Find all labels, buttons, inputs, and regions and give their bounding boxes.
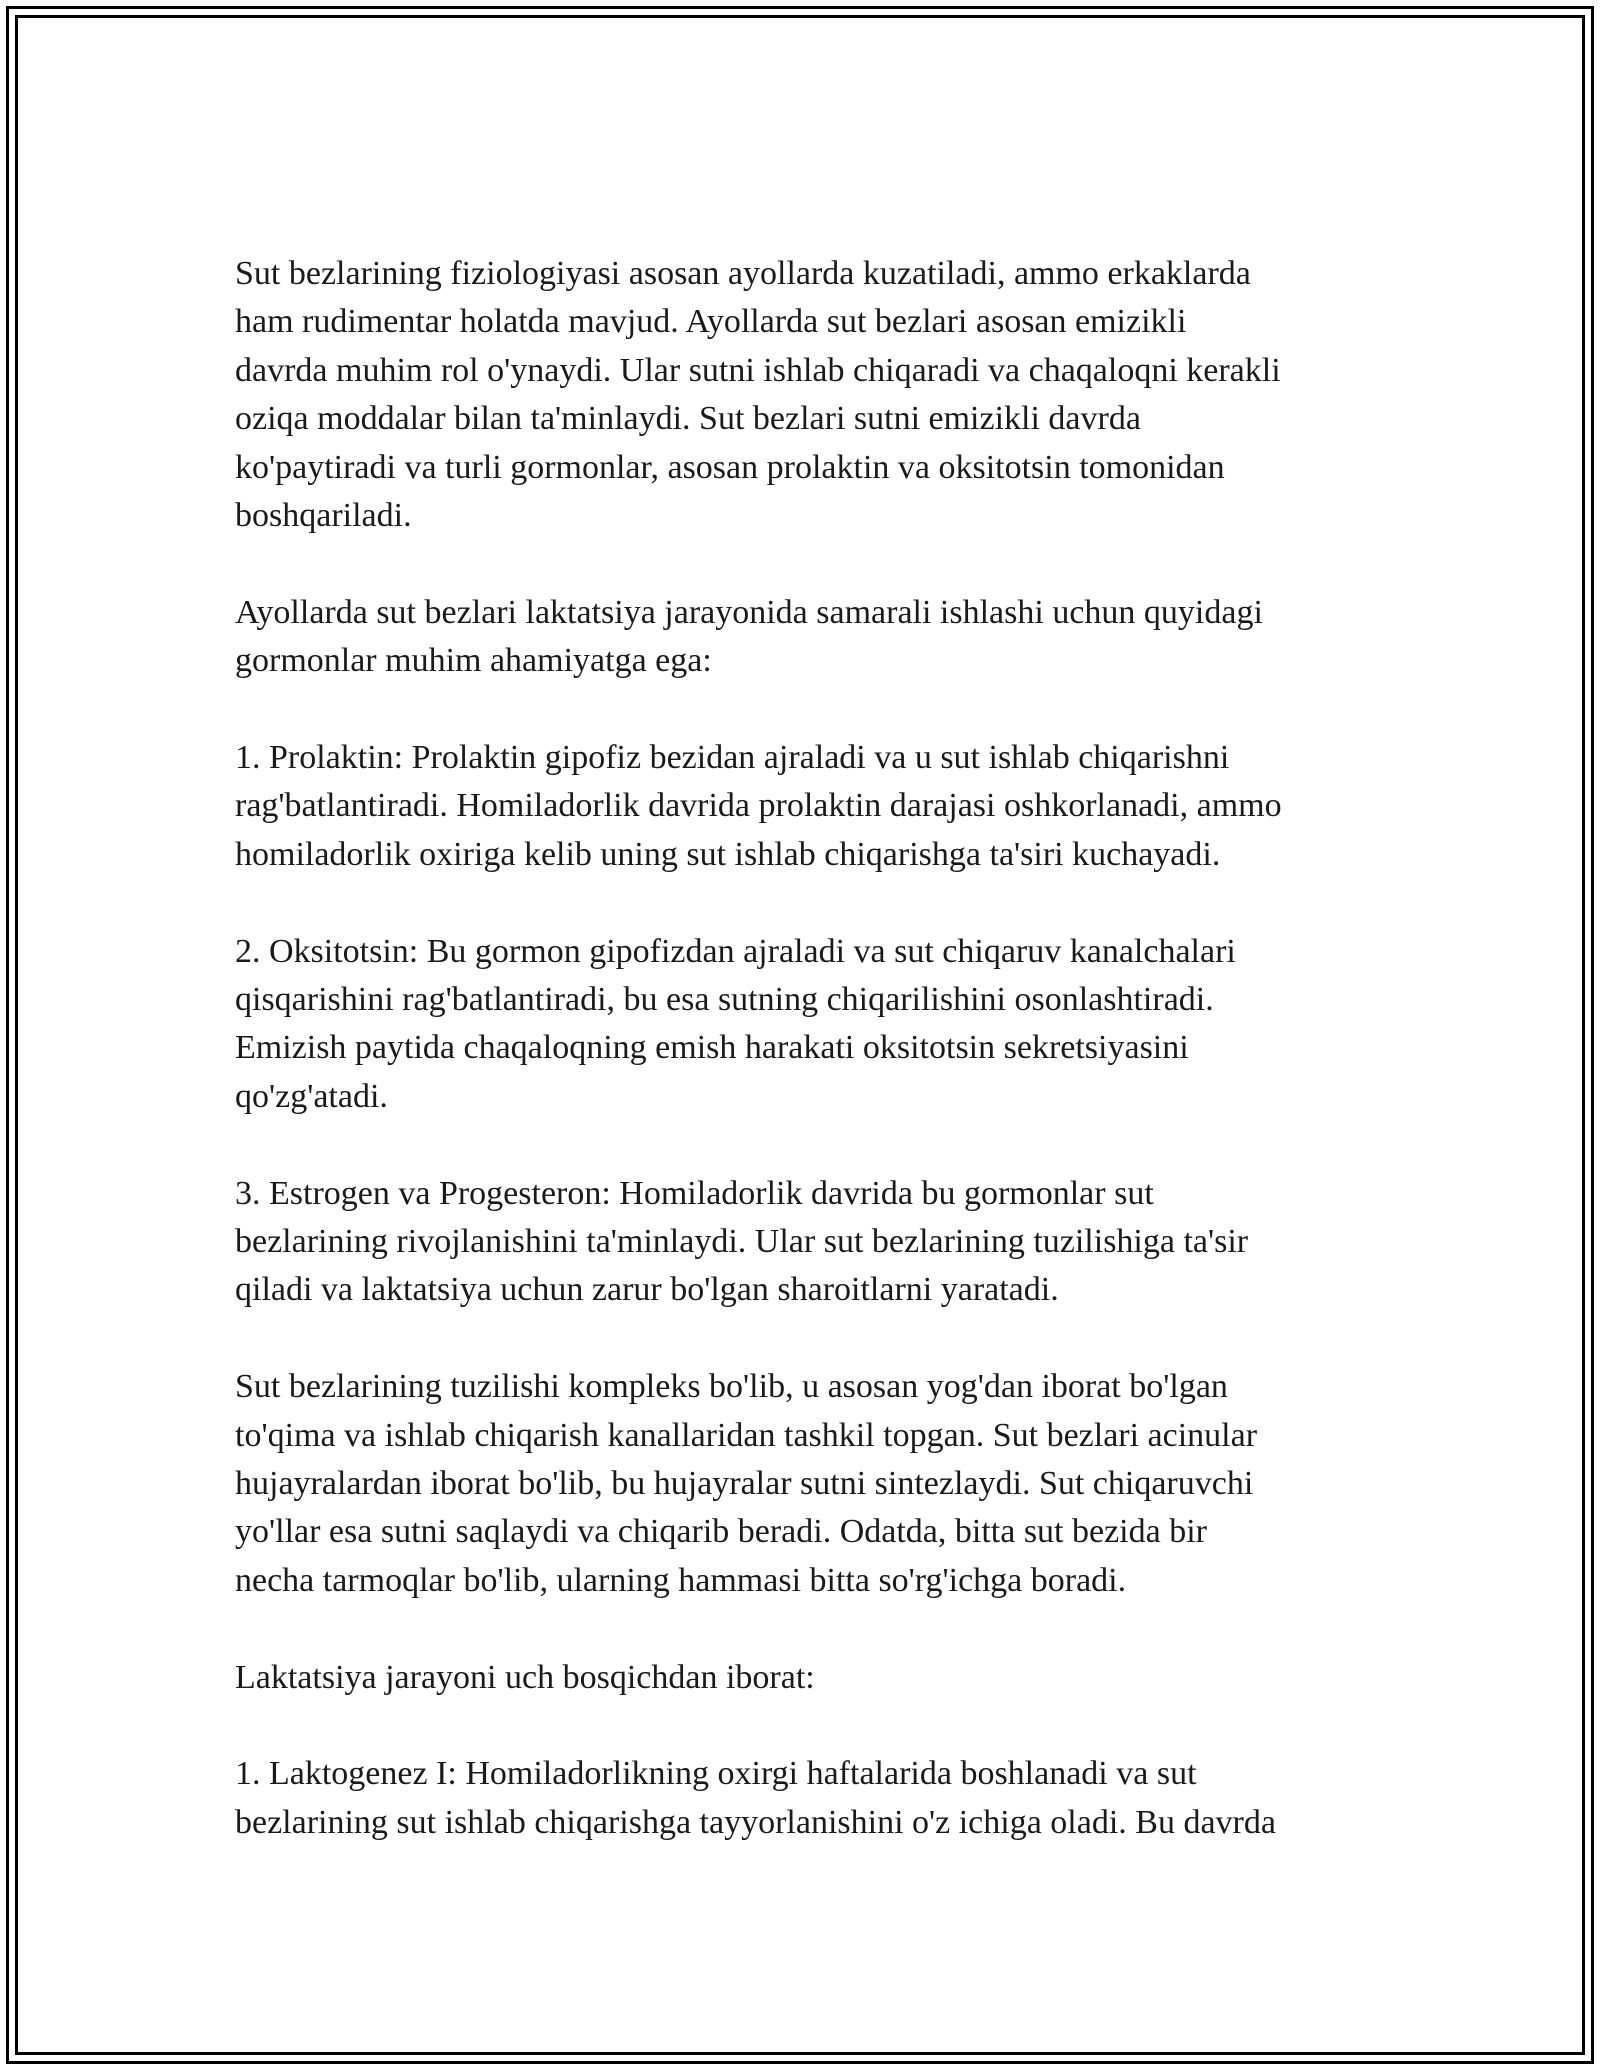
list-item-prolactin: 1. Prolaktin: Prolaktin gipofiz bezidan ajraladi va u sut ishlab chiqarishni rag'batlantiradi. Homiladorlik davrida prolaktin darajasi oshkorlanadi, ammo homiladorlik oxiriga kelib uning sut ishlab chiqarishga ta'siri kuchayadi. (235, 739, 1282, 873)
paragraph-hormones-intro: Ayollarda sut bezlari laktatsiya jarayonida samarali ishlashi uchun quyidagi gormonlar muhim ahamiyatga ega: (235, 593, 1263, 680)
list-item-estrogen-progesterone: 3. Estrogen va Progesteron: Homiladorlik davrida bu gormonlar sut bezlarining rivojlanishini ta'minlaydi. Ular sut bezlarining tuzilishiga ta'sir qiladi va laktatsiya uchun zarur bo'lgan sharoitlarni yaratadi. (235, 1174, 1249, 1309)
paragraph-gland-structure: Sut bezlarining tuzilishi kompleks bo'lib, u asosan yog'dan iborat bo'lgan to'qima va ishlab chiqarish kanallaridan tashkil topgan. Sut bezlari acinular hujayralardan iborat bo'lib, bu hujayralar sutni sintezlaydi. Sut chiqaruvchi yo'llar esa sutni saqlaydi va chiqarib beradi. Odatda, bitta sut bezida bir necha tarmoqlar bo'lib, ularning hammasi bitta so'rg'ichga boradi. (235, 1368, 1258, 1599)
list-item-lactogenesis-1: 1. Laktogenez I: Homiladorlikning oxirgi haftalarida boshlanadi va sut bezlarining sut ishlab chiqarishga tayyorlanishini o'z ichiga oladi. Bu davrda (235, 1755, 1276, 1841)
list-item-oxytocin: 2. Oksitotsin: Bu gormon gipofizdan ajraladi va sut chiqaruv kanalchalari qisqarishini rag'batlantiradi, bu esa sutning chiqarilishini osonlashtiradi. Emizish paytida chaqaloqning emish harakati oksitotsin sekretsiyasini qo'zg'atadi. (235, 932, 1236, 1115)
document-body (235, 250, 1375, 1896)
paragraph-lactation-stages-intro: Laktatsiya jarayoni uch bosqichdan iborat: (235, 1658, 815, 1696)
paragraph-physiology-intro: Sut bezlarining fiziologiyasi asosan ayollarda kuzatiladi, ammo erkaklarda ham rudimentar holatda mavjud. Ayollarda sut bezlari asosan emizikli davrda muhim rol o'ynaydi. Ular sutni ishlab chiqaradi va chaqaloqni kerakli oziqa moddalar bilan ta'minlaydi. Sut bezlari sutni emizikli davrda ko'paytiradi va turli gormonlar, asosan prolaktin va oksitotsin tomonidan boshqariladi. (235, 255, 1281, 535)
